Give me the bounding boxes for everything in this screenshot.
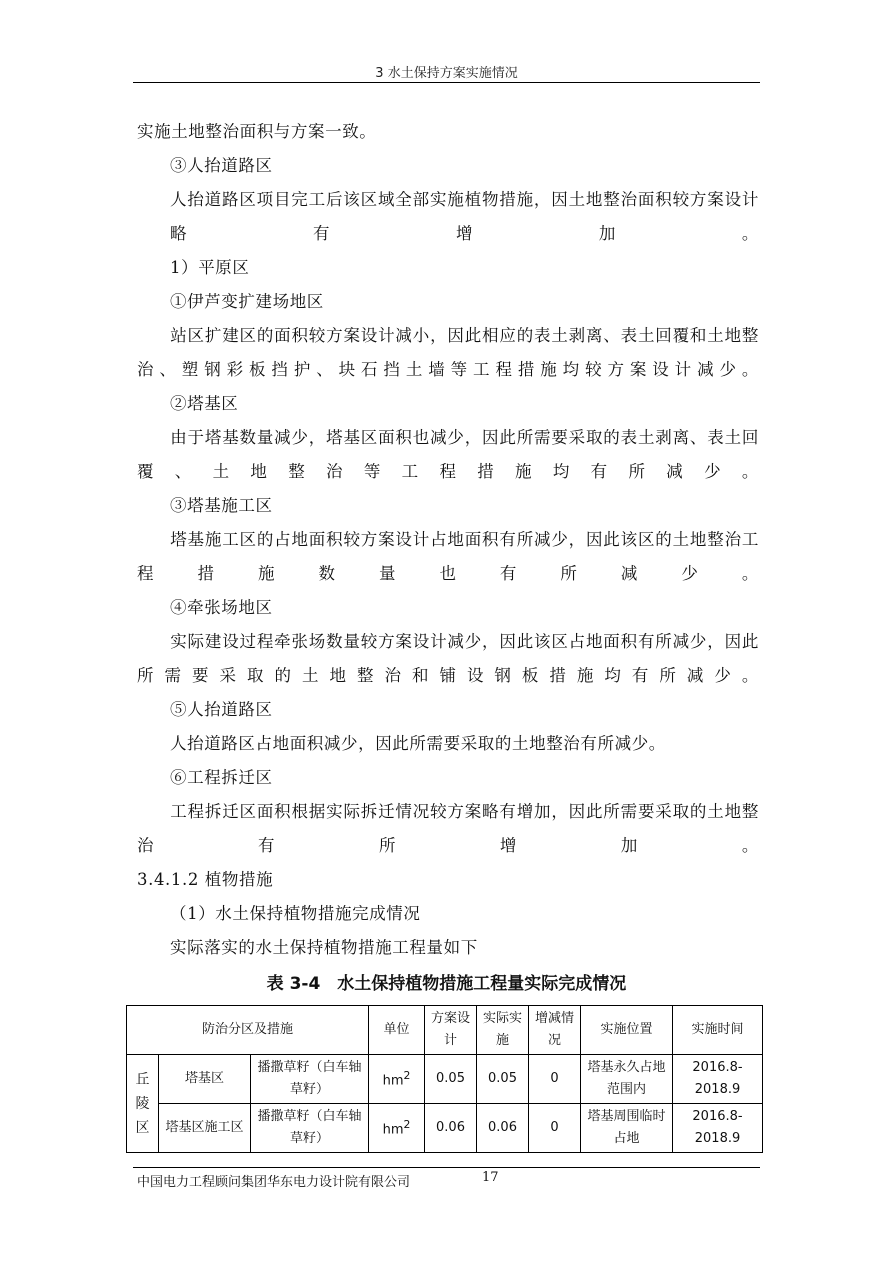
footer-company: 中国电力工程顾问集团华东电力设计院有限公司 <box>137 1175 411 1190</box>
unit-cell <box>369 1055 425 1104</box>
footer-divider <box>133 1167 760 1168</box>
paragraph-text-run: 人抬道路区项目完工后该区域全部实施植物措施，因土地整治面积较方案设计略有增加。 <box>170 190 759 243</box>
paragraph-text <box>170 183 759 251</box>
design-cell: 0.05 <box>425 1055 477 1104</box>
measure-cell: 播撒草籽（白车轴草籽） <box>251 1055 369 1104</box>
unit-exponent: 2 <box>403 1118 411 1132</box>
subsection-heading: ⑥工程拆迁区 <box>170 768 273 787</box>
zone-cell: 塔基区施工区 <box>159 1104 251 1153</box>
paragraph-text-run: 工程拆迁区面积根据实际拆迁情况较方案略有增加，因此所需要采取的土地整治有所增加。 <box>137 802 759 855</box>
location-cell: 塔基周围临时占地 <box>581 1104 673 1153</box>
paragraph-text <box>137 625 759 693</box>
location-cell: 塔基永久占地范围内 <box>581 1055 673 1104</box>
plant-measures-table <box>126 1005 763 1153</box>
design-cell: 0.06 <box>425 1104 477 1153</box>
header-measures: 防治分区及措施 <box>127 1006 369 1055</box>
paragraph-text: 实施土地整治面积与方案一致。 <box>137 122 377 141</box>
actual-cell: 0.05 <box>477 1055 529 1104</box>
header-location: 实施位置 <box>581 1006 673 1055</box>
paragraph-text: 实际落实的水土保持植物措施工程量如下 <box>170 938 478 957</box>
header-unit: 单位 <box>369 1006 425 1055</box>
subsection-heading: ⑤人抬道路区 <box>170 700 273 719</box>
change-cell: 0 <box>529 1104 581 1153</box>
unit-base: hm <box>382 1122 404 1138</box>
subsection-heading: ④牵张场地区 <box>170 598 273 617</box>
actual-cell: 0.06 <box>477 1104 529 1153</box>
header-change: 增减情况 <box>529 1006 581 1055</box>
table-caption: 表 3-4 水土保持植物措施工程量实际完成情况 <box>266 974 627 994</box>
measure-cell: 播撒草籽（白车轴草籽） <box>251 1104 369 1153</box>
paragraph-text <box>137 319 759 387</box>
paragraph-text-run: 由于塔基数量减少，塔基区面积也减少，因此所需要采取的表土剥离、表土回覆、土地整治等工程措施均有所减少。 <box>137 428 759 481</box>
header-time: 实施时间 <box>673 1006 763 1055</box>
change-cell: 0 <box>529 1055 581 1104</box>
region-cell: 丘陵区 <box>127 1055 159 1153</box>
unit-cell <box>369 1104 425 1153</box>
time-cell: 2016.8-2018.9 <box>673 1055 763 1104</box>
zone-cell: 塔基区 <box>159 1055 251 1104</box>
header-divider <box>133 82 760 83</box>
header-actual: 实际实施 <box>477 1006 529 1055</box>
table-row <box>127 1055 763 1104</box>
time-cell: 2016.8-2018.9 <box>673 1104 763 1153</box>
header-design: 方案设计 <box>425 1006 477 1055</box>
subsection-heading: ③人抬道路区 <box>170 156 273 175</box>
paragraph-text-run: 站区扩建区的面积较方案设计减小，因此相应的表土剥离、表土回覆和土地整治、塑钢彩板挡护、块石挡土墙等工程措施均较方案设计减少。 <box>137 326 759 379</box>
paragraph-text-run: 实际建设过程牵张场数量较方案设计减少，因此该区占地面积有所减少，因此所需要采取的土地整治和铺设钢板措施均有所减少。 <box>137 632 759 685</box>
subsection-heading: （1）水土保持植物措施完成情况 <box>170 904 421 923</box>
section-number-heading: 3.4.1.2 植物措施 <box>137 870 274 889</box>
subsection-heading: ②塔基区 <box>170 394 239 413</box>
subsection-heading: ①伊芦变扩建场地区 <box>170 292 324 311</box>
page-header-title: 3 水土保持方案实施情况 <box>375 66 518 81</box>
unit-exponent: 2 <box>403 1069 411 1083</box>
paragraph-text <box>137 523 759 591</box>
paragraph-text <box>137 795 759 863</box>
table-header-row <box>127 1006 763 1055</box>
section-heading: 1）平原区 <box>170 258 250 277</box>
paragraph-text <box>137 421 759 489</box>
paragraph-text: 人抬道路区占地面积减少，因此所需要采取的土地整治有所减少。 <box>170 734 666 753</box>
paragraph-text-run: 塔基施工区的占地面积较方案设计占地面积有所减少，因此该区的土地整治工程措施数量也有所减少。 <box>137 530 759 583</box>
page-number: 17 <box>482 1170 499 1185</box>
table-row <box>127 1104 763 1153</box>
subsection-heading: ③塔基施工区 <box>170 496 273 515</box>
unit-base: hm <box>382 1073 404 1089</box>
